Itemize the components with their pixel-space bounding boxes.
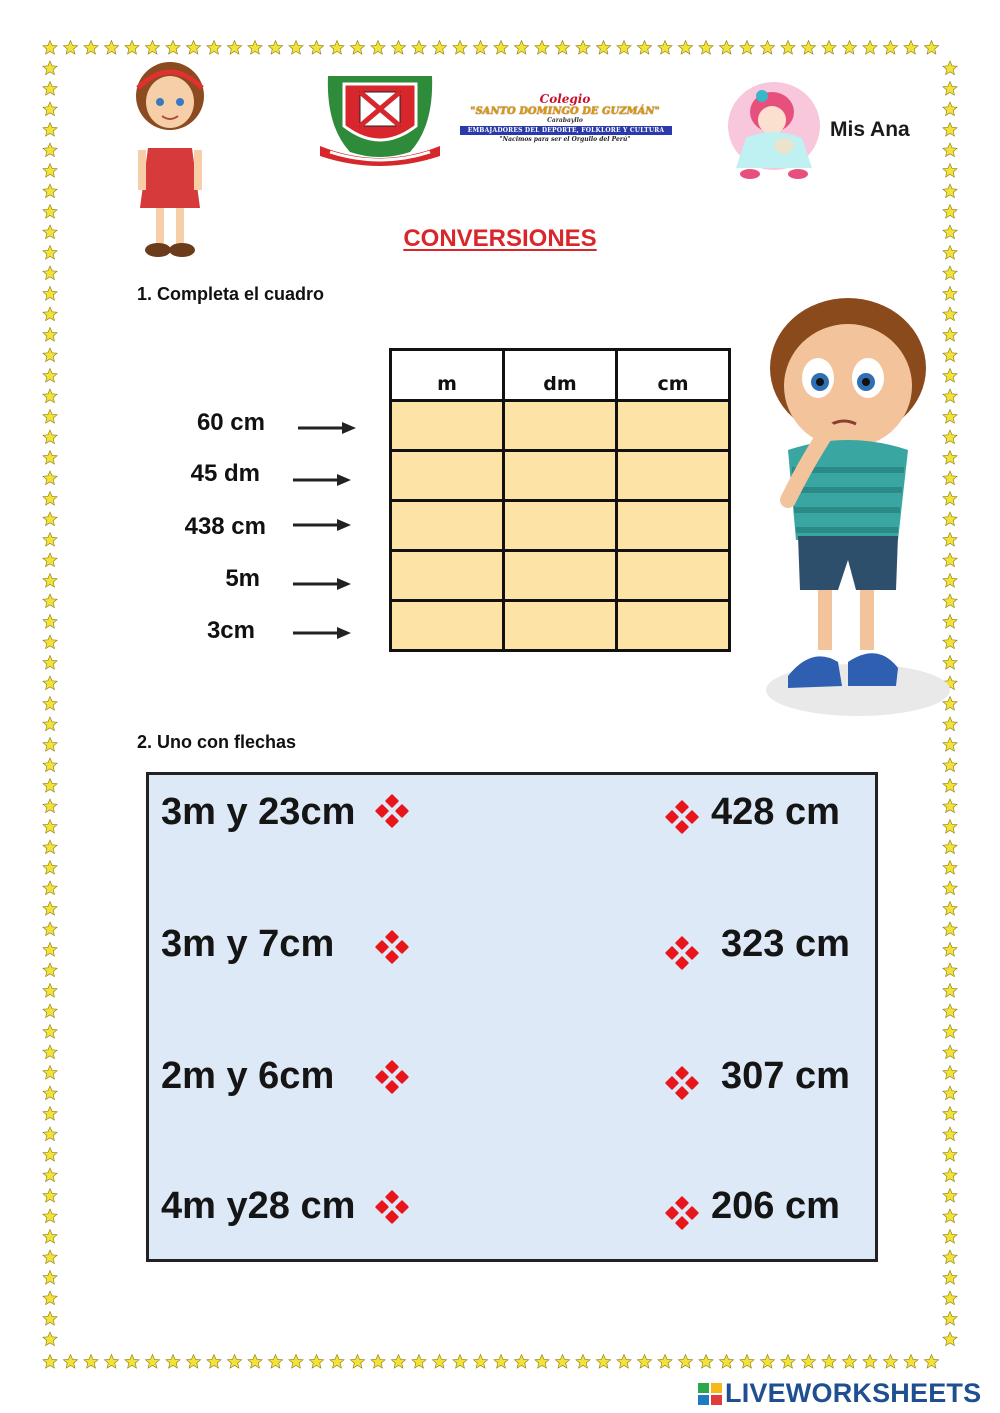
border-star-icon — [145, 41, 159, 55]
right-item: 428 cm — [711, 791, 840, 833]
border-star-icon — [863, 41, 877, 55]
border-star-icon — [801, 1355, 815, 1369]
border-star-icon — [943, 1332, 957, 1346]
border-star-icon — [494, 1355, 508, 1369]
border-star-icon — [883, 41, 897, 55]
match-dot-icon[interactable] — [376, 1061, 408, 1093]
border-star-icon — [576, 41, 590, 55]
question-2-label: 2. Uno con flechas — [137, 732, 297, 752]
border-star-icon — [43, 963, 57, 977]
border-star-icon — [658, 41, 672, 55]
border-star-icon — [43, 840, 57, 854]
border-star-icon — [84, 41, 98, 55]
border-star-icon — [43, 1025, 57, 1039]
border-star-icon — [943, 164, 957, 178]
border-star-icon — [924, 1355, 938, 1369]
border-star-icon — [43, 1250, 57, 1264]
border-star-icon — [943, 1004, 957, 1018]
footer-brand-text: LIVEWORKSHEETS — [725, 1378, 982, 1408]
border-star-icon — [740, 41, 754, 55]
border-star-icon — [371, 41, 385, 55]
match-dot-icon[interactable] — [666, 1197, 698, 1229]
border-star-icon — [576, 1355, 590, 1369]
answer-cell[interactable] — [617, 401, 730, 451]
border-star-icon — [186, 1355, 200, 1369]
border-star-icon — [943, 1312, 957, 1326]
border-star-icon — [943, 143, 957, 157]
left-item: 2m y 6cm — [161, 1055, 335, 1097]
border-star-icon — [43, 1230, 57, 1244]
border-star-icon — [43, 533, 57, 547]
border-star-icon — [904, 1355, 918, 1369]
border-star-icon — [227, 1355, 241, 1369]
column-header-cm: cm — [617, 350, 730, 401]
question-1-label: 1. Completa el cuadro — [137, 284, 325, 304]
border-star-icon — [514, 41, 528, 55]
border-star-icon — [43, 1086, 57, 1100]
border-star-icon — [43, 1107, 57, 1121]
border-star-icon — [453, 1355, 467, 1369]
school-name — [460, 92, 670, 143]
border-star-icon — [943, 963, 957, 977]
border-star-icon — [289, 1355, 303, 1369]
border-star-icon — [535, 1355, 549, 1369]
answer-cell[interactable] — [391, 501, 504, 551]
border-star-icon — [43, 717, 57, 731]
border-star-icon — [391, 1355, 405, 1369]
footer-brand — [698, 1378, 981, 1409]
border-star-icon — [43, 512, 57, 526]
border-star-icon — [145, 1355, 159, 1369]
border-star-icon — [43, 738, 57, 752]
border-star-icon — [678, 41, 692, 55]
row-label: 5m — [225, 565, 260, 592]
border-star-icon — [473, 41, 487, 55]
border-star-icon — [943, 840, 957, 854]
border-star-icon — [432, 1355, 446, 1369]
border-star-icon — [943, 1127, 957, 1141]
border-star-icon — [555, 41, 569, 55]
border-star-icon — [207, 1355, 221, 1369]
border-star-icon — [43, 1271, 57, 1285]
column-header-m: m — [391, 350, 504, 401]
border-star-icon — [43, 266, 57, 280]
border-star-icon — [43, 697, 57, 711]
border-star-icon — [186, 41, 200, 55]
answer-cell[interactable] — [504, 601, 617, 651]
border-star-icon — [268, 1355, 282, 1369]
border-star-icon — [617, 1355, 631, 1369]
border-star-icon — [943, 102, 957, 116]
border-star-icon — [514, 1355, 528, 1369]
border-star-icon — [43, 410, 57, 424]
border-star-icon — [330, 41, 344, 55]
border-star-icon — [43, 41, 57, 55]
border-star-icon — [943, 1291, 957, 1305]
border-star-icon — [43, 492, 57, 506]
border-star-icon — [43, 348, 57, 362]
border-star-icon — [43, 902, 57, 916]
border-star-icon — [432, 41, 446, 55]
border-star-icon — [43, 656, 57, 670]
border-star-icon — [43, 861, 57, 875]
liveworksheets-logo-icon — [698, 1383, 722, 1405]
answer-cell[interactable] — [504, 551, 617, 601]
school-band: EMBAJADORES DEL DEPORTE, FOLKLORE Y CULTURA — [460, 126, 672, 135]
left-item: 3m y 23cm — [161, 791, 356, 833]
border-star-icon — [309, 41, 323, 55]
answer-cell[interactable] — [391, 551, 504, 601]
border-star-icon — [658, 1355, 672, 1369]
border-star-icon — [43, 779, 57, 793]
border-star-icon — [125, 1355, 139, 1369]
border-star-icon — [43, 1355, 57, 1369]
border-star-icon — [943, 184, 957, 198]
border-star-icon — [104, 41, 118, 55]
border-star-icon — [943, 820, 957, 834]
border-star-icon — [268, 41, 282, 55]
answer-cell[interactable] — [504, 451, 617, 501]
arrow-icon — [293, 577, 353, 591]
border-star-icon — [719, 41, 733, 55]
border-star-icon — [248, 1355, 262, 1369]
row-label: 438 cm — [184, 513, 266, 540]
match-dot-icon[interactable] — [376, 795, 408, 827]
left-item: 3m y 7cm — [161, 923, 335, 965]
border-star-icon — [473, 1355, 487, 1369]
border-star-icon — [760, 1355, 774, 1369]
school-line3: Carabayllo — [547, 117, 583, 124]
border-star-icon — [43, 922, 57, 936]
doll-illustration — [722, 76, 827, 182]
answer-cell[interactable] — [504, 501, 617, 551]
border-star-icon — [943, 1168, 957, 1182]
match-dot-icon[interactable] — [376, 1191, 408, 1223]
border-star-icon — [43, 1127, 57, 1141]
border-star-icon — [699, 1355, 713, 1369]
border-star-icon — [43, 574, 57, 588]
border-star-icon — [63, 1355, 77, 1369]
border-star-icon — [943, 1045, 957, 1059]
border-star-icon — [309, 1355, 323, 1369]
teacher-name: Mis Ana — [830, 118, 910, 141]
border-star-icon — [207, 41, 221, 55]
border-star-icon — [535, 41, 549, 55]
school-line2: "SANTO DOMINGO DE GUZMÁN" — [470, 106, 660, 117]
border-star-icon — [43, 1291, 57, 1305]
border-star-icon — [43, 123, 57, 137]
arrow-icon — [293, 473, 353, 487]
border-star-icon — [943, 758, 957, 772]
border-star-icon — [943, 123, 957, 137]
border-star-icon — [596, 1355, 610, 1369]
match-dot-icon[interactable] — [666, 801, 698, 833]
row-label: 3cm — [206, 617, 255, 644]
school-motto: "Nacimos para ser el Orgullo del Perú" — [499, 136, 631, 143]
border-star-icon — [371, 1355, 385, 1369]
border-star-icon — [43, 164, 57, 178]
answer-cell[interactable] — [617, 601, 730, 651]
border-star-icon — [943, 1107, 957, 1121]
match-dot-icon[interactable] — [666, 1067, 698, 1099]
column-header-dm: dm — [504, 350, 617, 401]
border-star-icon — [943, 205, 957, 219]
border-star-icon — [43, 389, 57, 403]
match-dot-icon[interactable] — [376, 931, 408, 963]
border-star-icon — [412, 1355, 426, 1369]
arrow-icon — [293, 626, 353, 640]
border-star-icon — [43, 1312, 57, 1326]
border-star-icon — [43, 328, 57, 342]
border-star-icon — [43, 184, 57, 198]
border-star-icon — [43, 1209, 57, 1223]
border-star-icon — [289, 41, 303, 55]
border-star-icon — [350, 1355, 364, 1369]
border-star-icon — [43, 635, 57, 649]
answer-cell[interactable] — [391, 451, 504, 501]
match-dot-icon[interactable] — [666, 937, 698, 969]
border-star-icon — [943, 922, 957, 936]
border-star-icon — [43, 1045, 57, 1059]
border-star-icon — [842, 1355, 856, 1369]
border-star-icon — [43, 451, 57, 465]
page-title — [0, 225, 1000, 253]
border-star-icon — [943, 1066, 957, 1080]
border-star-icon — [719, 1355, 733, 1369]
border-star-icon — [43, 676, 57, 690]
border-star-icon — [883, 1355, 897, 1369]
border-star-icon — [43, 758, 57, 772]
border-star-icon — [43, 1168, 57, 1182]
answer-cell[interactable] — [391, 401, 504, 451]
border-star-icon — [904, 41, 918, 55]
border-star-icon — [43, 430, 57, 444]
border-star-icon — [822, 41, 836, 55]
border-star-icon — [943, 799, 957, 813]
border-star-icon — [43, 143, 57, 157]
border-star-icon — [943, 1230, 957, 1244]
border-star-icon — [43, 1332, 57, 1346]
border-star-icon — [943, 943, 957, 957]
border-star-icon — [617, 41, 631, 55]
border-star-icon — [943, 266, 957, 280]
border-star-icon — [760, 41, 774, 55]
border-star-icon — [943, 779, 957, 793]
right-item: 323 cm — [721, 923, 850, 965]
border-star-icon — [943, 881, 957, 895]
border-star-icon — [43, 881, 57, 895]
border-star-icon — [781, 41, 795, 55]
border-star-icon — [412, 41, 426, 55]
border-star-icon — [943, 1148, 957, 1162]
border-star-icon — [43, 1148, 57, 1162]
border-star-icon — [943, 1271, 957, 1285]
border-star-icon — [781, 1355, 795, 1369]
border-star-icon — [453, 41, 467, 55]
border-star-icon — [43, 943, 57, 957]
border-star-icon — [330, 1355, 344, 1369]
answer-cell[interactable] — [617, 501, 730, 551]
border-star-icon — [822, 1355, 836, 1369]
border-star-icon — [166, 1355, 180, 1369]
border-star-icon — [678, 1355, 692, 1369]
row-label: 45 dm — [190, 460, 260, 487]
border-star-icon — [227, 41, 241, 55]
matching-box — [146, 772, 878, 1262]
border-star-icon — [494, 41, 508, 55]
border-star-icon — [43, 984, 57, 998]
border-star-icon — [943, 1250, 957, 1264]
border-star-icon — [43, 102, 57, 116]
border-star-icon — [699, 41, 713, 55]
border-star-icon — [43, 61, 57, 75]
border-star-icon — [84, 1355, 98, 1369]
answer-cell[interactable] — [391, 601, 504, 651]
border-star-icon — [43, 1066, 57, 1080]
arrow-icon — [298, 421, 358, 435]
border-star-icon — [104, 1355, 118, 1369]
border-star-icon — [842, 41, 856, 55]
border-star-icon — [391, 41, 405, 55]
title-text: CONVERSIONES — [403, 225, 597, 252]
row-label: 60 cm — [196, 409, 265, 436]
border-star-icon — [637, 1355, 651, 1369]
border-star-icon — [43, 307, 57, 321]
border-star-icon — [43, 205, 57, 219]
conversion-table — [389, 348, 731, 652]
border-star-icon — [943, 861, 957, 875]
border-star-icon — [43, 594, 57, 608]
border-star-icon — [943, 1086, 957, 1100]
border-star-icon — [943, 61, 957, 75]
border-star-icon — [555, 1355, 569, 1369]
boy-illustration — [748, 290, 953, 720]
border-star-icon — [43, 471, 57, 485]
border-star-icon — [943, 82, 957, 96]
border-star-icon — [943, 984, 957, 998]
border-star-icon — [43, 369, 57, 383]
border-star-icon — [801, 41, 815, 55]
school-line1: Colegio — [539, 92, 591, 106]
right-item: 206 cm — [711, 1185, 840, 1227]
border-star-icon — [43, 1189, 57, 1203]
border-star-icon — [43, 820, 57, 834]
border-star-icon — [596, 41, 610, 55]
border-star-icon — [125, 41, 139, 55]
border-star-icon — [43, 1004, 57, 1018]
right-item: 307 cm — [721, 1055, 850, 1097]
border-star-icon — [43, 287, 57, 301]
border-star-icon — [63, 41, 77, 55]
border-star-icon — [740, 1355, 754, 1369]
border-star-icon — [43, 553, 57, 567]
border-star-icon — [43, 82, 57, 96]
answer-cell[interactable] — [617, 551, 730, 601]
border-star-icon — [924, 41, 938, 55]
border-star-icon — [637, 41, 651, 55]
border-star-icon — [943, 1209, 957, 1223]
border-star-icon — [943, 738, 957, 752]
border-star-icon — [943, 1025, 957, 1039]
border-star-icon — [248, 41, 262, 55]
border-star-icon — [43, 799, 57, 813]
border-star-icon — [350, 41, 364, 55]
border-star-icon — [166, 41, 180, 55]
answer-cell[interactable] — [617, 451, 730, 501]
answer-cell[interactable] — [504, 401, 617, 451]
border-star-icon — [943, 1189, 957, 1203]
arrow-icon — [293, 518, 353, 532]
border-star-icon — [43, 615, 57, 629]
border-star-icon — [943, 902, 957, 916]
border-star-icon — [863, 1355, 877, 1369]
left-item: 4m y28 cm — [161, 1185, 356, 1227]
